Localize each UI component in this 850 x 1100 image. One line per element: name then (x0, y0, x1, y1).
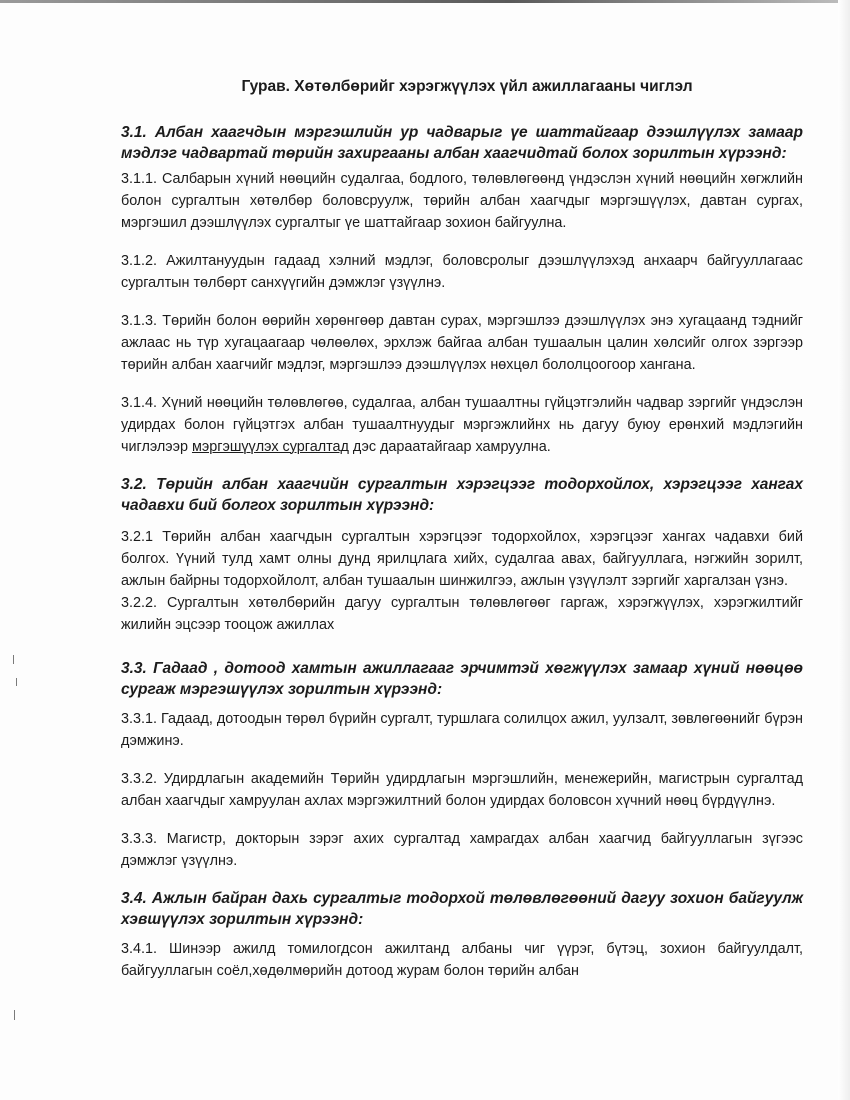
paragraph-3-1-4-text: 3.1.4. Хүний нөөцийн төлөвлөгөө, судалгаа, албан тушаалтны гүйцэтгэлийн чадвар зэргийг үндэслэн удирдах болон гүйцэтгэх албан тушаалтнуудыг мэргэжлийнх нь дагуу буюу ерөнхий мэдлэгийн чиглэлээр (121, 395, 803, 455)
document-body (121, 78, 803, 982)
section-heading-3-4: 3.4. Ажлын байран дахь сургалтыг тодорхой төлөвлөгөөний дагуу зохион байгуулж хэвшүүлэх зорилтын хүрээнд: (121, 890, 803, 928)
paragraph-3-2-2: 3.2.2. Сургалтын хөтөлбөрийн дагуу сургалтын төлөвлөгөөг гаргаж, хэрэгжүүлэх, хэрэгжилтийг жилийн эцсээр тооцож ажиллах (121, 595, 803, 633)
underlined-phrase: мэргэшүүлэх сургалтад (191, 439, 349, 455)
paragraph-3-3-3: 3.3.3. Магистр, докторын зэрэг ахих сургалтад хамрагдах албан хаагчид байгууллагын зүгээс дэмжлэг үзүүлнэ. (121, 831, 803, 869)
section-heading-3-1: 3.1. Албан хаагчдын мэргэшлийн ур чадварыг үе шаттайгаар дээшлүүлэх замаар мэдлэг чадвартай төрийн захиргааны албан хаагчидтай болох зорилтын хүрээнд: (121, 124, 803, 162)
paragraph-3-1-4-ending: дэс дараатайгаар хамруулна. (348, 439, 551, 455)
paragraph-3-1-4 (121, 392, 803, 458)
scan-mark (16, 678, 17, 686)
scan-top-edge (0, 0, 850, 3)
scan-mark (14, 1010, 15, 1020)
page-title: Гурав. Хөтөлбөрийг хэрэгжүүлэх үйл ажиллагааны чиглэл (241, 78, 693, 95)
section-heading-3-3: 3.3. Гадаад , дотоод хамтын ажиллагааг эрчимтэй хөгжүүлэх замаар хүний нөөцөө сургаж мэргэшүүлэх зорилтын хүрээнд: (121, 660, 803, 698)
paragraph-3-1-3: 3.1.3. Төрийн болон өөрийн хөрөнгөөр давтан сурах, мэргэшлээ дээшлүүлэх энэ хугацаанд тэднийг ажлаас нь түр хугацаагаар чөлөөлөх, эрхлэж байгаа албан тушаалын цалин хөлсийг олгох зэргээр төрийн албан хаагчийг мэдлэг, мэргэшлээ дээшлүүлэх нөхцөл бололцоогоор хангана. (121, 313, 803, 373)
scan-right-edge (838, 0, 850, 1100)
scan-mark (13, 655, 14, 664)
paragraph-3-3-1: 3.3.1. Гадаад, дотоодын төрөл бүрийн сургалт, туршлага солилцох ажил, уулзалт, зөвлөгөөнийг бүрэн дэмжинэ. (121, 711, 803, 749)
paragraph-3-4-1: 3.4.1. Шинээр ажилд томилогдсон ажилтанд албаны чиг үүрэг, бүтэц, зохион байгуулдалт, байгууллагын соёл,хөдөлмөрийн дотоод журам болон төрийн албан (121, 941, 803, 979)
paragraph-3-1-1: 3.1.1. Салбарын хүний нөөцийн судалгаа, бодлого, төлөвлөгөөнд үндэслэн хүний нөөцийн хөгжлийн болон сургалтын хөтөлбөр боловсруулж, төрийн албан хаагчдыг мэргэшүүлэх, давтан сургах, мэргэшил дээшлүүлэх сургалтыг үе шаттайгаар зохион байгуулна. (121, 171, 803, 231)
paragraph-3-2-1: 3.2.1 Төрийн албан хаагчдын сургалтын хэрэгцээг тодорхойлох, хэрэгцээг хангах чадавхи бий болгох. Үүний тулд хамт олны дунд ярилцлага хийх, судалгаа авах, байгууллага, нэгжийн зорилт, ажлын байрны тодорхойлолт, албан тушаалын шинжилгээ, ажлын үзүүлэлт зэргийг харгалзан үзнэ. (121, 529, 803, 589)
section-heading-3-2: 3.2. Төрийн албан хаагчийн сургалтын хэрэгцээг тодорхойлох, хэрэгцээг хангах чадавхи бий болгох зорилтын хүрээнд: (121, 476, 803, 514)
paragraph-3-3-2: 3.3.2. Удирдлагын академийн Төрийн удирдлагын мэргэшлийн, менежерийн, магистрын сургалтад албан хаагчдыг хамруулан ахлах мэргэжилтний болон удирдах боловсон хүчний нөөц бүрдүүлнэ. (121, 771, 803, 809)
paragraph-3-1-2: 3.1.2. Ажилтануудын гадаад хэлний мэдлэг, боловсролыг дээшлүүлэхэд анхаарч байгууллагаас сургалтын төлбөрт санхүүгийн дэмжлэг үзүүлнэ. (121, 253, 803, 291)
